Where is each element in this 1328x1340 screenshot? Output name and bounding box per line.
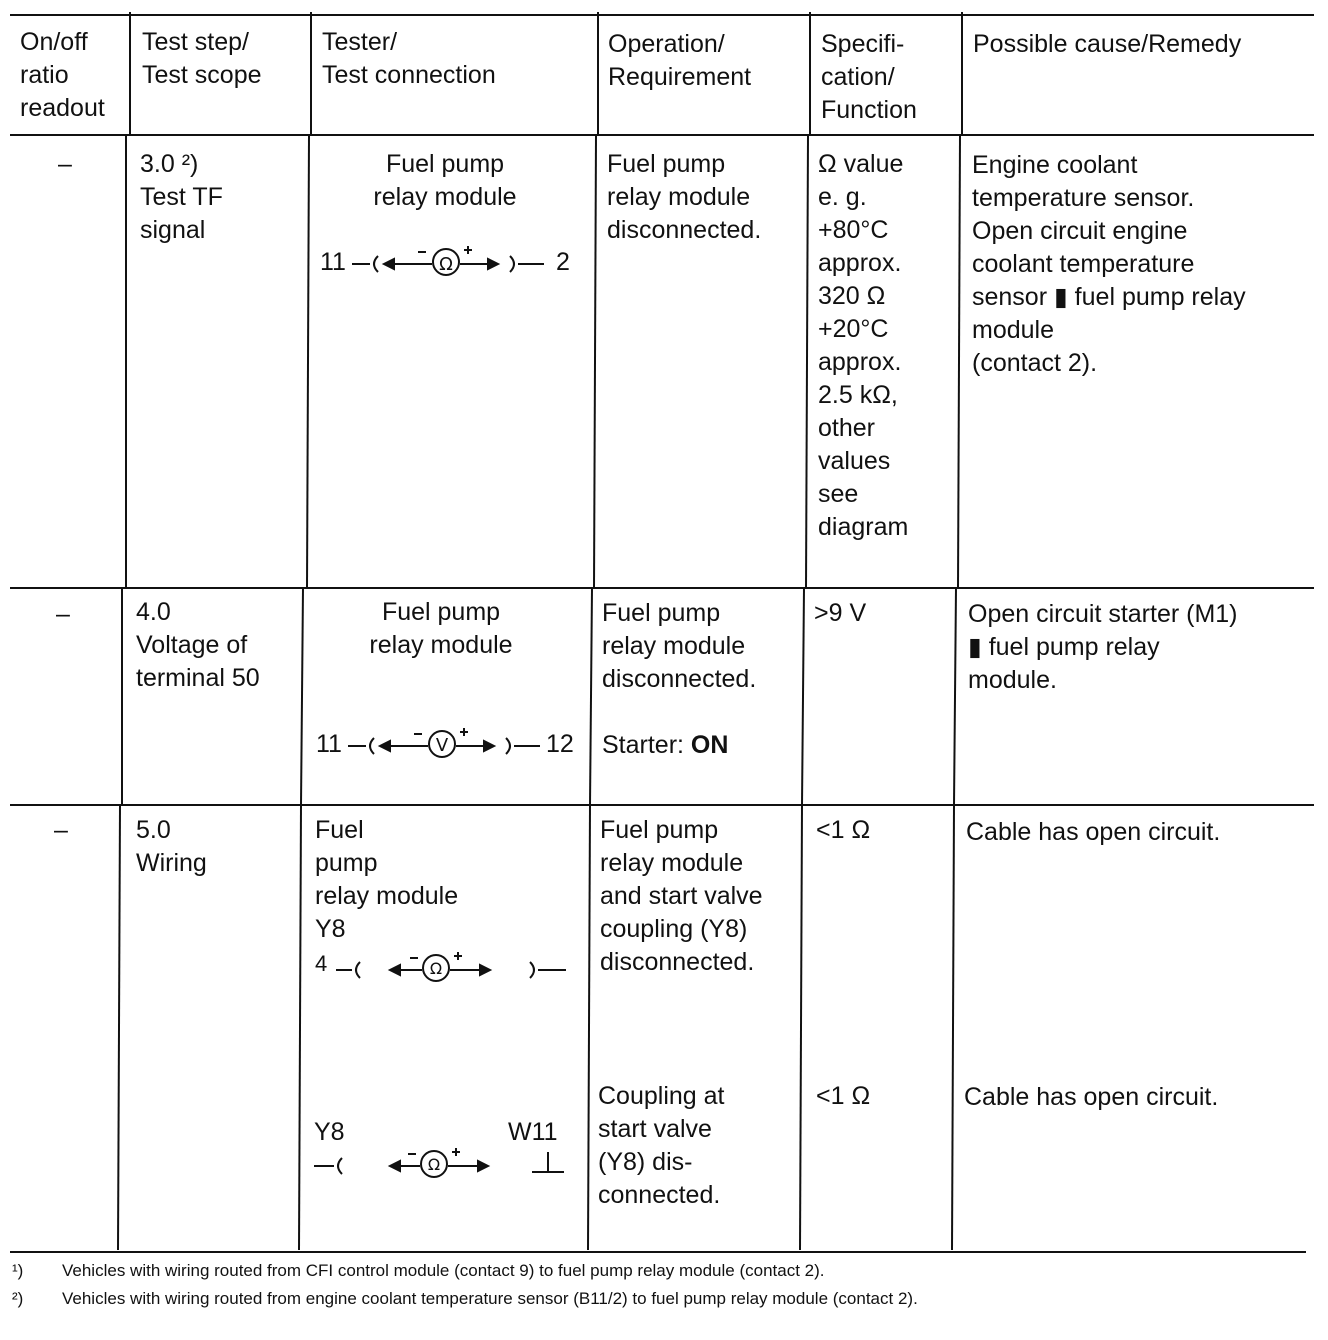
header-readout: On/off ratio readout bbox=[20, 28, 105, 122]
row3-sub-operation: Coupling at start valve (Y8) dis- connected. bbox=[598, 1082, 725, 1209]
row3-sub-cause: Cable has open circuit. bbox=[964, 1083, 1219, 1111]
row1-step: 3.0 ²) Test TF signal bbox=[140, 150, 223, 244]
row1-operation: Fuel pump relay module disconnected. bbox=[607, 150, 762, 244]
footnote-2-mark: ²) bbox=[12, 1289, 24, 1308]
row3-sub-meter-symbol: Ω bbox=[427, 1155, 441, 1174]
row1-tester-title: Fuel pump relay module bbox=[373, 150, 517, 211]
row3-meter-symbol: Ω bbox=[429, 959, 443, 978]
header-operation: Operation/ Requirement bbox=[608, 30, 752, 91]
row2-meter-symbol: V bbox=[435, 735, 449, 756]
row3-step: 5.0 Wiring bbox=[136, 816, 207, 877]
header-tester: Tester/ Test connection bbox=[322, 28, 496, 89]
row2-cause: Open circuit starter (M1) ▮ fuel pump relay module. bbox=[968, 600, 1238, 694]
row3-sub-left-label: Y8 bbox=[314, 1118, 345, 1146]
row1-specification: Ω value e. g. +80°C approx. 320 Ω +20°C approx. 2.5 kΩ, other values see diagram bbox=[818, 150, 909, 541]
row3-specification: <1 Ω bbox=[816, 816, 871, 844]
row2-operation: Fuel pump relay module disconnected. bbox=[602, 599, 757, 693]
row3-ohmmeter-icon bbox=[334, 942, 574, 990]
row3-sub-specification: <1 Ω bbox=[816, 1082, 871, 1110]
footnote-2-text: Vehicles with wiring routed from engine coolant temperature sensor (B11/2) to fuel pump relay module (contact 2). bbox=[62, 1289, 918, 1308]
row3-readout: – bbox=[54, 816, 68, 844]
row3-tester-title: Fuel pump relay module Y8 bbox=[315, 816, 459, 943]
row3-sub-right-label: W11 bbox=[508, 1118, 558, 1146]
row2-step: 4.0 Voltage of terminal 50 bbox=[136, 598, 260, 692]
header-specification: Specifi- cation/ Function bbox=[821, 30, 917, 124]
row2-starter-label: Starter: bbox=[602, 731, 691, 759]
footnote-1 bbox=[12, 1260, 825, 1282]
footnote-2 bbox=[12, 1288, 918, 1310]
row2-conn-right: 12 bbox=[546, 730, 574, 758]
header-test-step: Test step/ Test scope bbox=[142, 28, 262, 89]
row2-tester-title: Fuel pump relay module bbox=[369, 598, 513, 659]
row2-starter-line bbox=[602, 729, 728, 762]
row1-meter-symbol: Ω bbox=[439, 254, 453, 275]
row2-conn-left: 11 bbox=[316, 730, 342, 758]
row1-cause: Engine coolant temperature sensor. Open circuit engine coolant temperature sensor ▮ fuel pump relay module (contact 2). bbox=[972, 151, 1246, 377]
row1-readout: – bbox=[58, 150, 72, 178]
header-cause: Possible cause/Remedy bbox=[973, 30, 1242, 58]
row2-readout: – bbox=[56, 600, 70, 628]
footnote-1-mark: ¹) bbox=[12, 1261, 24, 1280]
row3-cause: Cable has open circuit. bbox=[966, 818, 1221, 846]
row2-starter-state: ON bbox=[690, 731, 729, 759]
row2-specification: >9 V bbox=[814, 599, 867, 627]
row3-conn-left: 4 bbox=[315, 951, 328, 976]
row2-voltmeter-icon bbox=[344, 718, 549, 768]
row3-operation: Fuel pump relay module and start valve coupling (Y8) disconnected. bbox=[600, 816, 763, 976]
row1-conn-left: 11 bbox=[320, 248, 346, 276]
footnote-1-text: Vehicles with wiring routed from CFI control module (contact 9) to fuel pump relay module (contact 2). bbox=[62, 1261, 825, 1280]
row3-sub-ohmmeter-icon bbox=[312, 1138, 568, 1186]
row1-conn-right: 2 bbox=[556, 248, 570, 276]
row1-ohmmeter-icon bbox=[348, 236, 553, 286]
